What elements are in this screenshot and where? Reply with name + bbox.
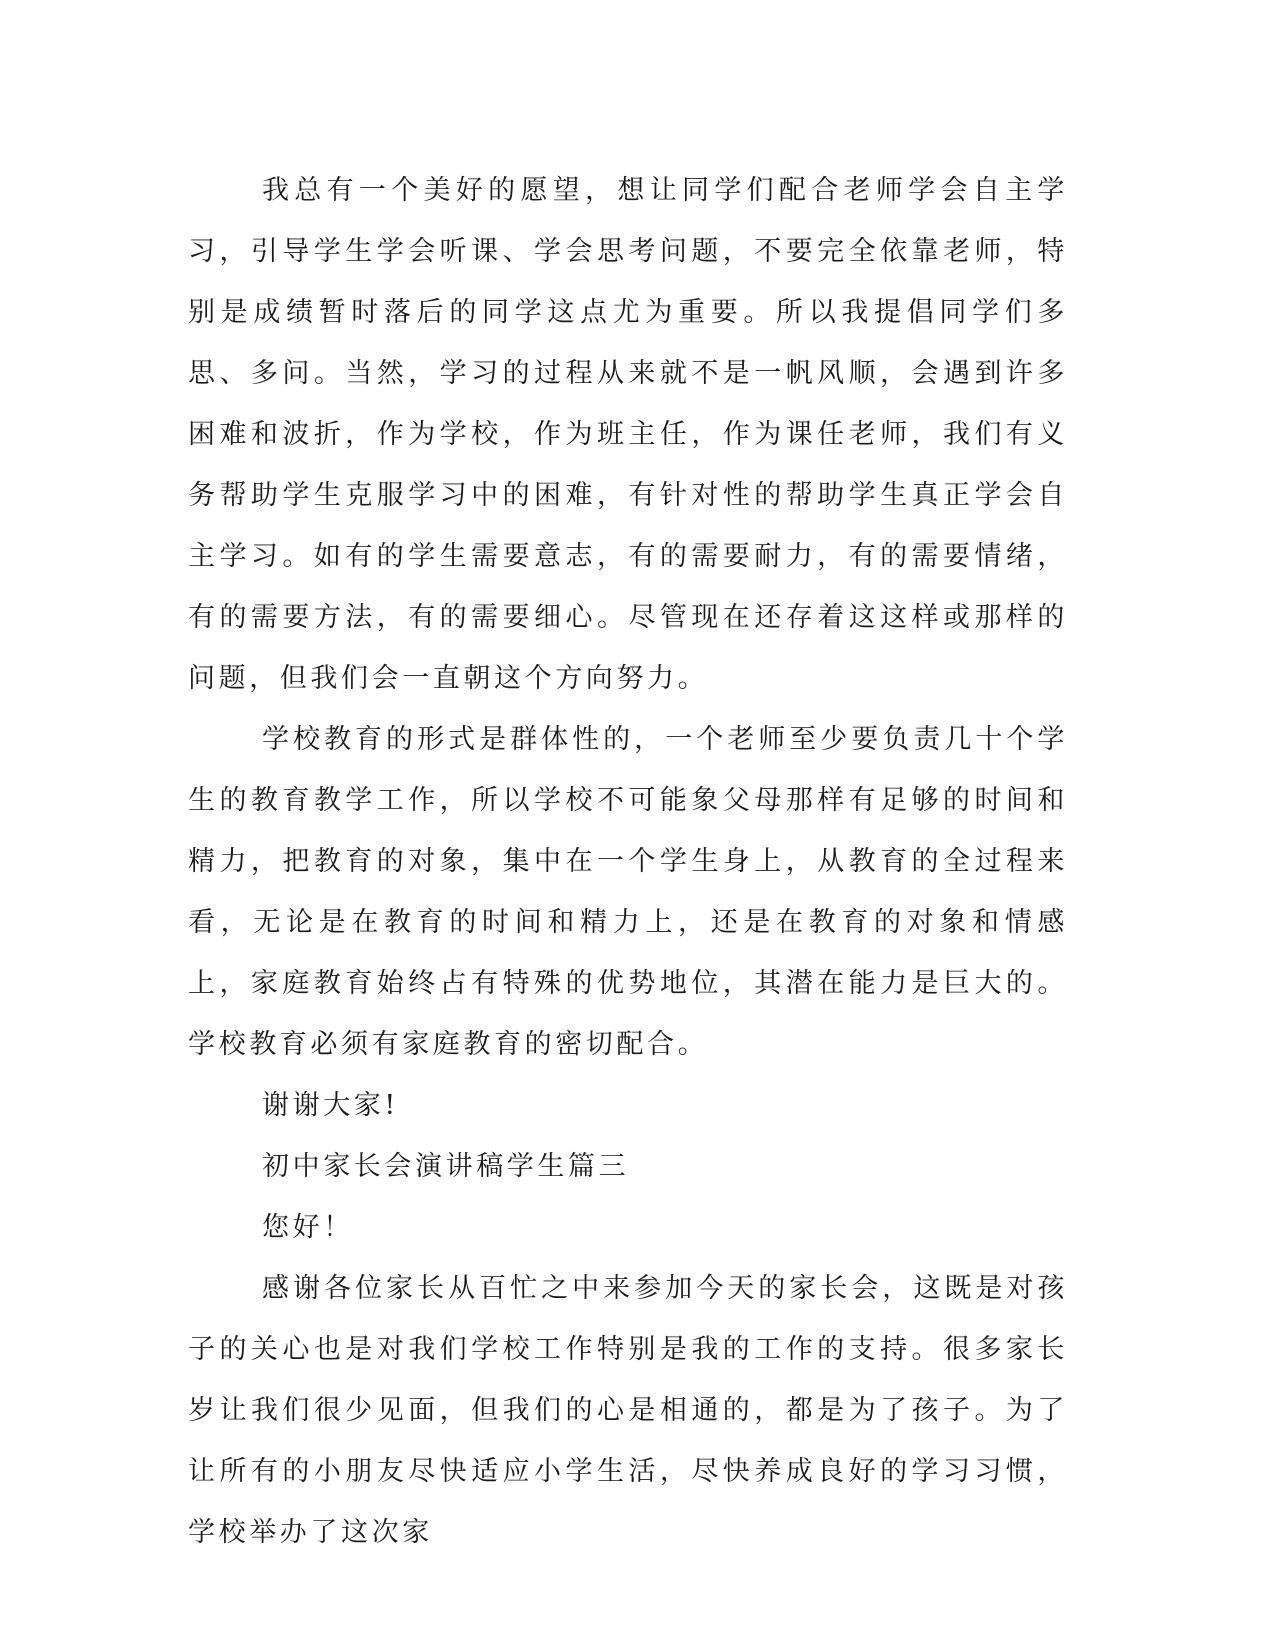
body-text <box>188 160 1068 1563</box>
section-heading: 初中家长会演讲稿学生篇三 <box>262 1151 630 1182</box>
paragraph-opening: 感谢各位家长从百忙之中来参加今天的家长会，这既是对孩子的关心也是对我们学校工作特别是我的工作的支持。很多家长岁让我们很少见面，但我们的心是相通的，都是为了孩子。为了让所有的小朋友尽快适应小学生活，尽快养成良好的学习习惯，学校举办了这次家 <box>188 1273 1068 1548</box>
paragraph-study-hope: 我总有一个美好的愿望，想让同学们配合老师学会自主学习，引导学生学会听课、学会思考问题，不要完全依靠老师，特别是成绩暂时落后的同学这点尤为重要。所以我提倡同学们多思、多问。当然，学习的过程从来就不是一帆风顺，会遇到许多困难和波折，作为学校，作为班主任，作为课任老师，我们有义务帮助学生克服学习中的困难，有针对性的帮助学生真正学会自主学习。如有的学生需要意志，有的需要耐力，有的需要情绪，有的需要方法，有的需要细心。尽管现在还存着这这样或那样的问题，但我们会一直朝这个方向努力。 <box>188 175 1068 694</box>
paragraph-thanks: 谢谢大家! <box>262 1090 399 1121</box>
paragraph-school-education: 学校教育的形式是群体性的，一个老师至少要负责几十个学生的教育教学工作，所以学校不可能象父母那样有足够的时间和精力，把教育的对象，集中在一个学生身上，从教育的全过程来看，无论是在教育的时间和精力上，还是在教育的对象和情感上，家庭教育始终占有特殊的优势地位，其潜在能力是巨大的。学校教育必须有家庭教育的密切配合。 <box>188 724 1068 1060</box>
greeting: 您好！ <box>262 1212 354 1243</box>
